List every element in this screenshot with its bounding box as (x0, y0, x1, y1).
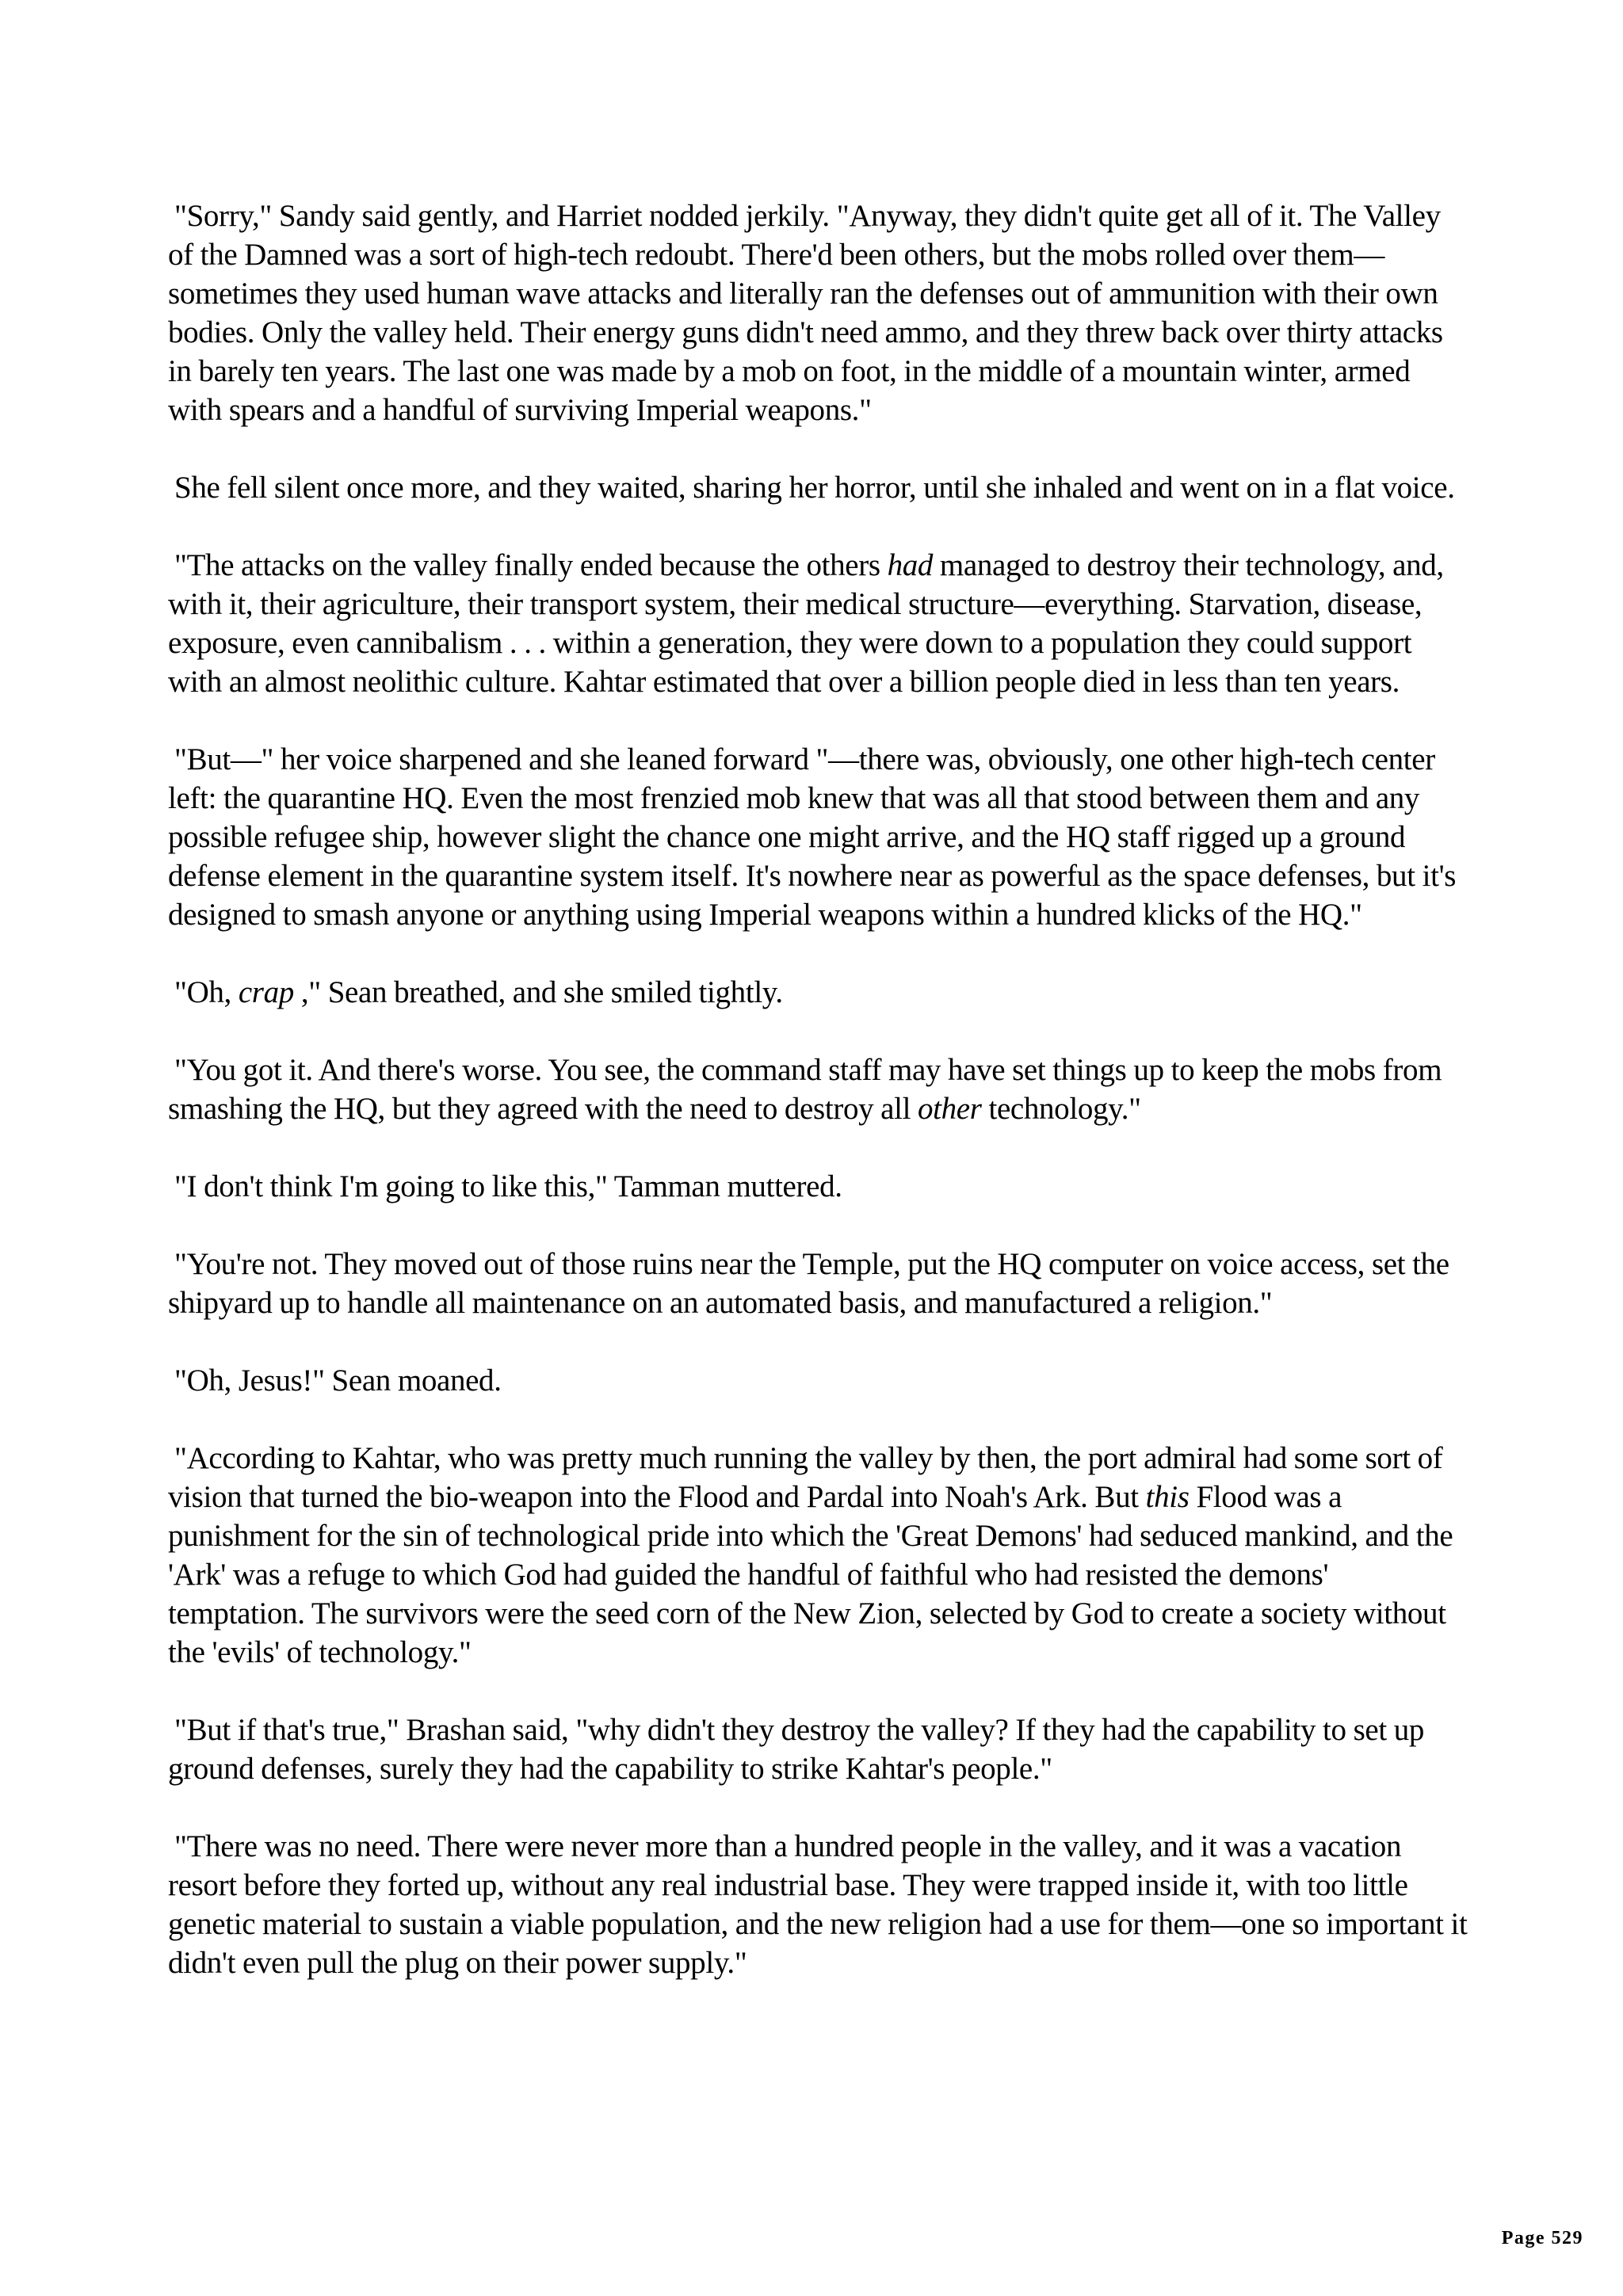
page-number: Page 529 (1501, 2228, 1583, 2248)
paragraph-text: "Oh, (174, 975, 239, 1009)
paragraph-7 (168, 1167, 1468, 1206)
paragraph-text: "Oh, Jesus!" Sean moaned. (174, 1363, 502, 1398)
paragraph-11 (168, 1711, 1468, 1788)
paragraph-text: She fell silent once more, and they waited, sharing her horror, until she inhaled and went on in a flat voice. (174, 471, 1455, 505)
paragraph-text: Flood was a punishment for the sin of technological pride into which the 'Great Demons' had seduced mankind, and the 'Ark' was a refuge to which God had guided the handful of faithful who had resisted the demons' temptation. The survivors were the seed corn of the New Zion, selected by God to create a society without the 'evils' of technology." (168, 1480, 1453, 1669)
paragraph-12 (168, 1827, 1468, 1982)
paragraph-text: "I don't think I'm going to like this," Tamman muttered. (174, 1169, 842, 1203)
paragraph-8 (168, 1245, 1468, 1322)
paragraph-text: "There was no need. There were never more than a hundred people in the valley, and it was a vacation resort before they forted up, without any real industrial base. They were trapped inside it, with too little genetic material to sustain a viable population, and the new religion had a use for them—one so important it didn't even pull the plug on their power supply." (168, 1829, 1468, 1980)
italic-emphasis: this (1145, 1480, 1190, 1514)
paragraph-text: "You got it. And there's worse. You see, the command staff may have set things up to keep the mobs from smashing the HQ, but they agreed with the need to destroy all (168, 1053, 1442, 1126)
italic-emphasis: had (887, 548, 934, 582)
paragraph-1 (168, 196, 1468, 429)
paragraph-text: "You're not. They moved out of those ruins near the Temple, put the HQ computer on voice access, set the shipyard up to handle all maintenance on an automated basis, and manufactured a religion." (168, 1247, 1449, 1320)
paragraph-9 (168, 1361, 1468, 1400)
paragraph-3 (168, 546, 1468, 701)
paragraph-text: managed to destroy their technology, and, with it, their agriculture, their transport system, their medical structure—everything. Starvation, disease, exposure, even cannibalism . . . within a generation, they were down to a population they could support with an almost neolithic culture. Kahtar estimated that over a billion people died in less than ten years. (168, 548, 1444, 699)
paragraph-text: "But—" her voice sharpened and she leaned forward "—there was, obviously, one other high-tech center left: the quarantine HQ. Even the most frenzied mob knew that was all that stood between them and any possible refugee ship, however slight the chance one might arrive, and the HQ staff rigged up a ground defense element in the quarantine system itself. It's nowhere near as powerful as the space defenses, but it's designed to smash anyone or anything using Imperial weapons within a hundred klicks of the HQ." (168, 742, 1457, 932)
italic-emphasis: other (918, 1092, 982, 1126)
paragraph-text: "But if that's true," Brashan said, "why didn't they destroy the valley? If they had the capability to set up ground defenses, surely they had the capability to strike Kahtar's people." (168, 1713, 1425, 1786)
italic-emphasis: crap (238, 975, 294, 1009)
paragraph-text: "According to Kahtar, who was pretty much running the valley by then, the port admiral had some sort of vision that turned the bio-weapon into the Flood and Pardal into Noah's Ark. But (168, 1441, 1443, 1514)
paragraph-text: "The attacks on the valley finally ended because the others (174, 548, 888, 582)
paragraph-6 (168, 1051, 1468, 1128)
page-body (168, 196, 1468, 2021)
paragraph-4 (168, 740, 1468, 934)
paragraph-text: "Sorry," Sandy said gently, and Harriet nodded jerkily. "Anyway, they didn't quite get all of it. The Valley of the Damned was a sort of high-tech redoubt. There'd been others, but the mobs rolled over them—sometimes they used human wave attacks and literally ran the defenses out of ammunition with their own bodies. Only the valley held. Their energy guns didn't need ammo, and they threw back over thirty attacks in barely ten years. The last one was made by a mob on foot, in the middle of a mountain winter, armed with spears and a handful of surviving Imperial weapons." (168, 199, 1443, 427)
paragraph-text: ," Sean breathed, and she smiled tightly. (293, 975, 783, 1009)
paragraph-text: technology." (981, 1092, 1141, 1126)
paragraph-10 (168, 1439, 1468, 1672)
paragraph-5 (168, 973, 1468, 1012)
paragraph-2 (168, 468, 1468, 507)
